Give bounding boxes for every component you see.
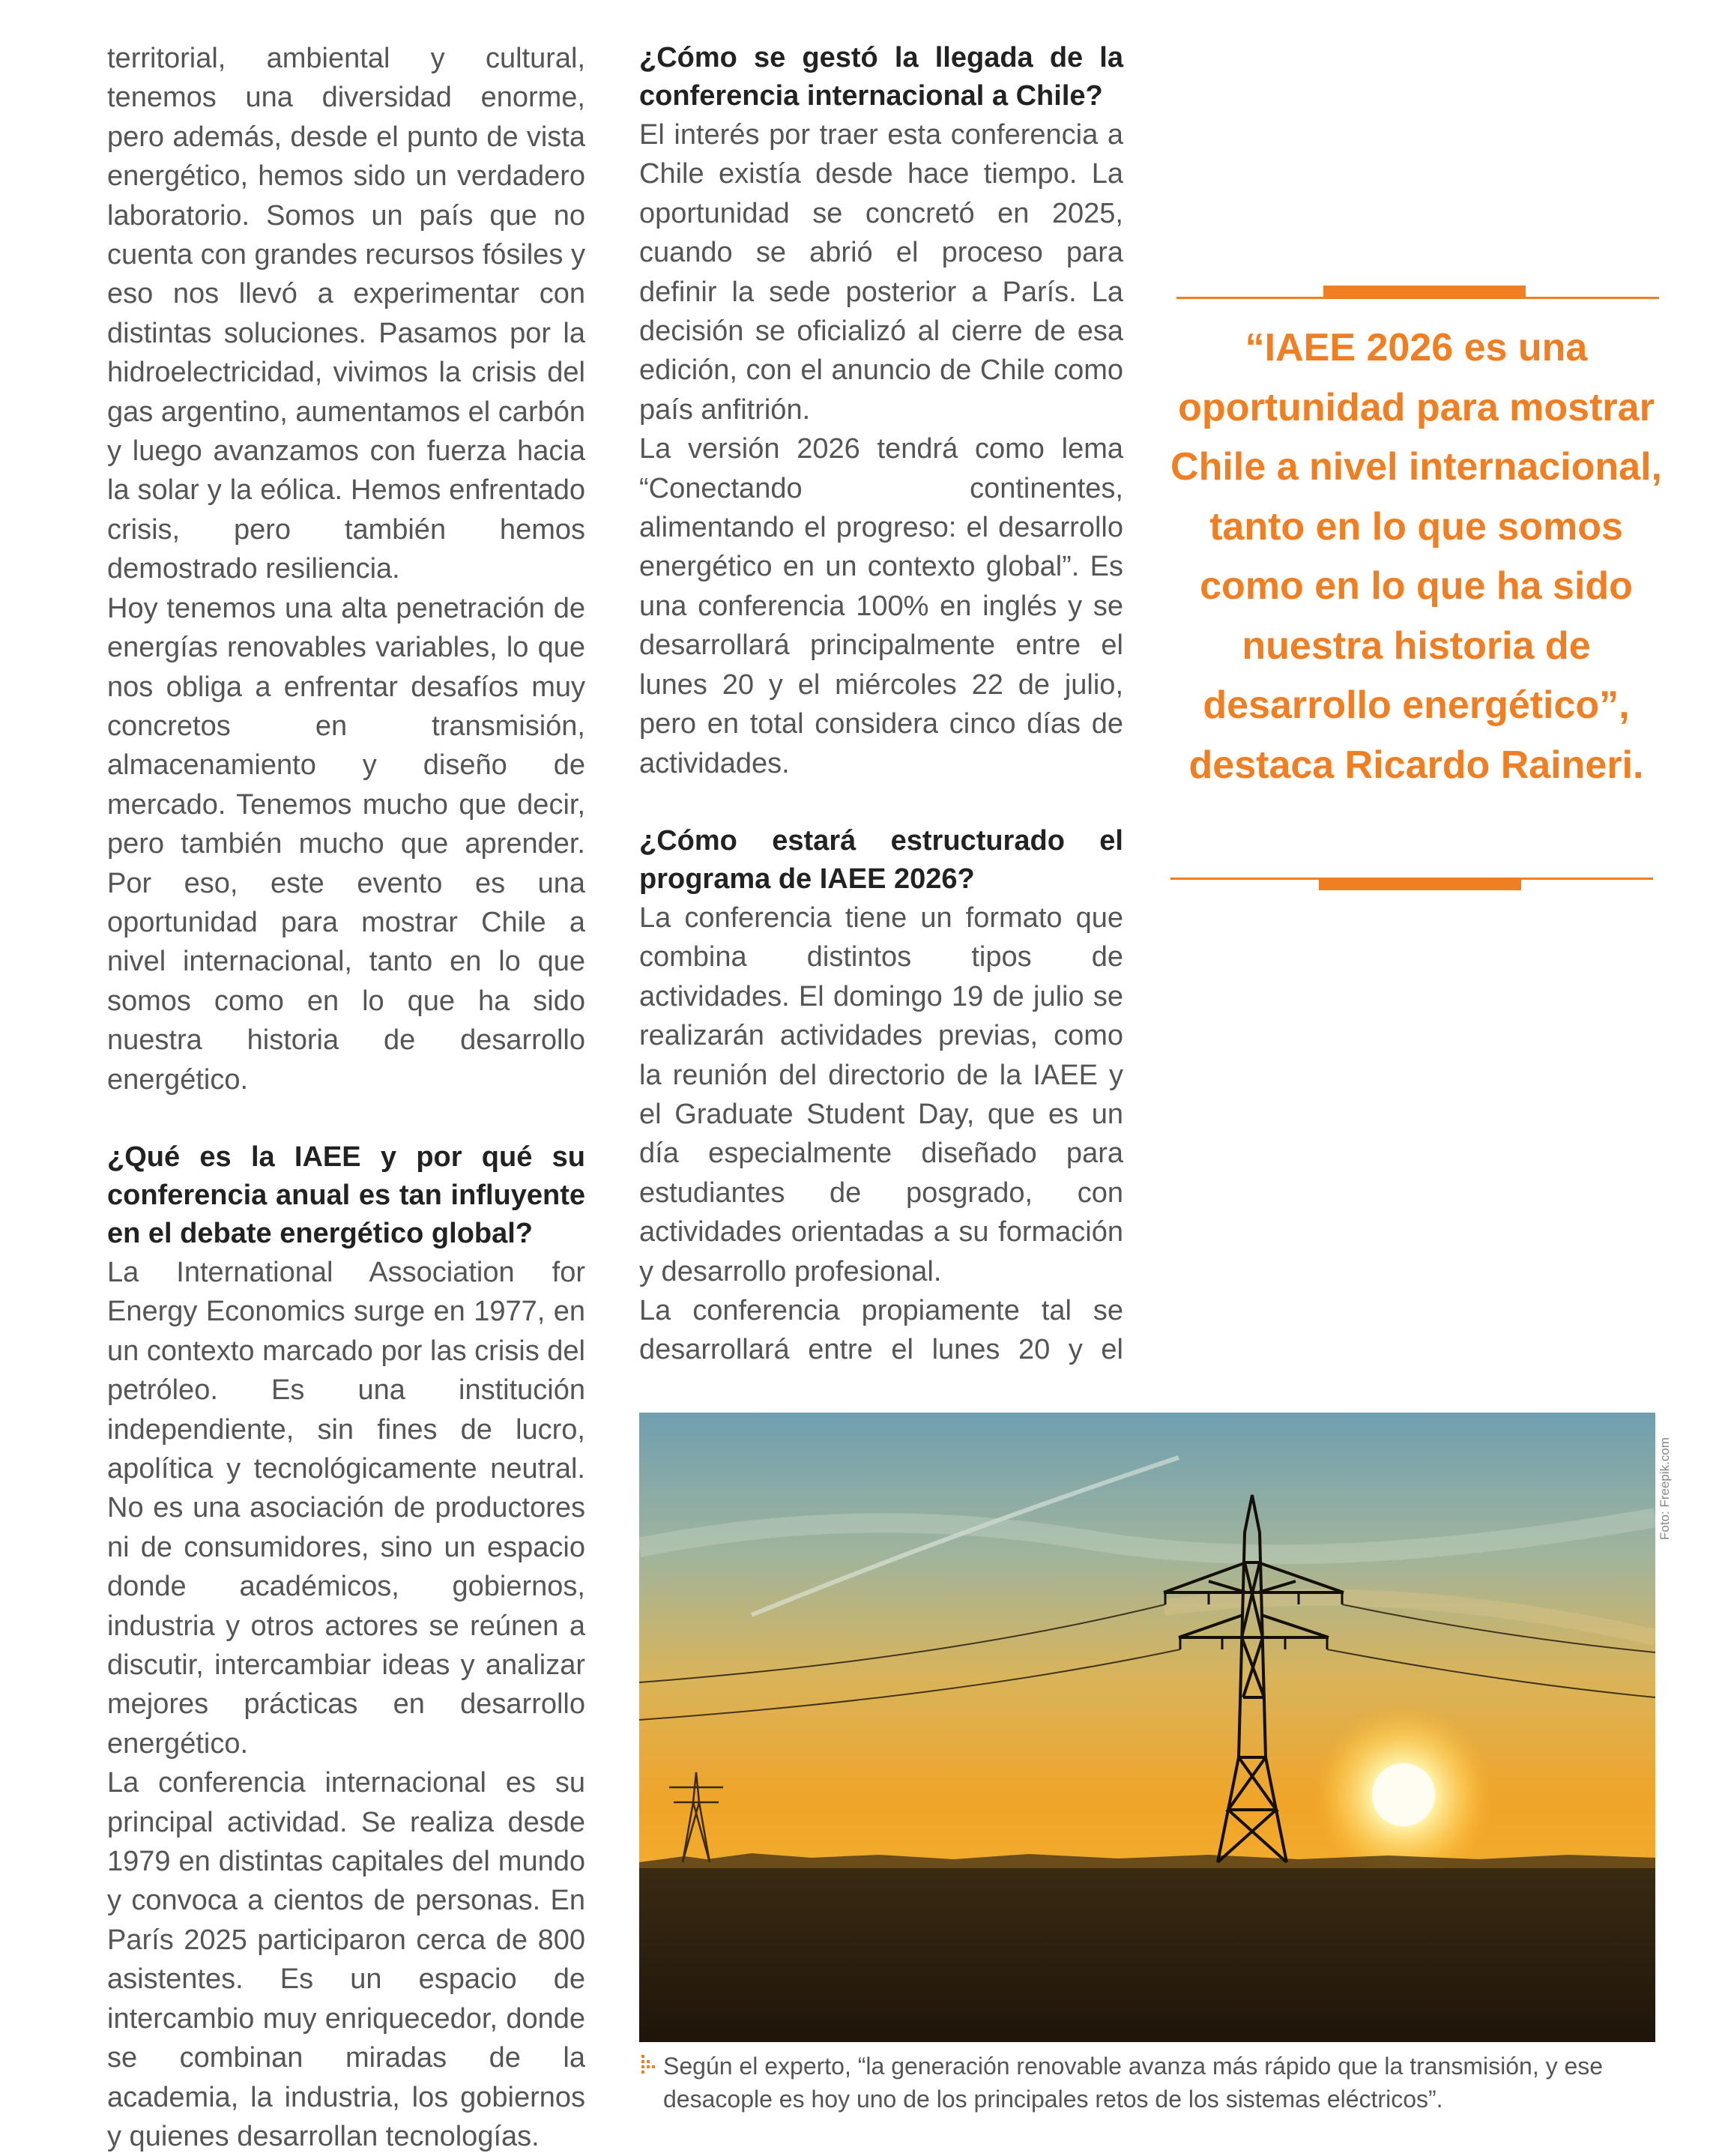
- intro-paragraph-2: Hoy tenemos una alta penetración de energías renovables variables, lo que nos obliga a enfrentar desafíos muy concretos en transmisión, almacenamiento y diseño de mercado. Tenemos mucho que decir, pero también mucho que aprender. Por eso, este evento es una oportunidad para mostrar Chile a nivel internacional, tanto en lo que somos como en lo que ha sido nuestra historia de desarrollo energético.: [107, 592, 585, 1096]
- heading-program: ¿Cómo estará estructurado el programa de IAEE 2026?: [639, 824, 1123, 895]
- middle-column: [639, 39, 1123, 1370]
- program-paragraph-1: La conferencia tiene un formato que combina distintos tipos de actividades. El domingo 19 de julio se realizarán actividades previas, como la reunión del directorio de la IAEE y el Graduate Student Day, que es un día especialmente diseñado para estudiantes de posgrado, con actividades orientadas a su formación y desarrollo profesional.: [639, 902, 1123, 1287]
- heading-chile: ¿Cómo se gestó la llegada de la conferencia internacional a Chile?: [639, 42, 1123, 112]
- chile-paragraph-1: El interés por traer esta conferencia a Chile existía desde hace tiempo. La oportunidad se concretó en 2025, cuando se abrió el proceso para definir la sede posterior a París. La decisión se oficializó al cierre de esa edición, con el anuncio de Chile como país anfitrión.: [639, 119, 1123, 426]
- photo-caption: Según el experto, “la generación renovable avanza más rápido que la transmisión, y ese desacople es hoy uno de los principales retos de los sistemas eléctricos”.: [663, 2053, 1604, 2113]
- pull-quote-top-tab: [1323, 286, 1526, 298]
- sunset-power-tower-photo: [639, 1413, 1655, 2042]
- program-paragraph-2: La conferencia propiamente tal se desarrollará entre el lunes 20 y el: [639, 1294, 1123, 1366]
- iaee-paragraph-2: La conferencia internacional es su principal actividad. Se realiza desde 1979 en distintas capitales del mundo y convoca a cientos de personas. En París 2025 participaron cerca de 800 asistentes. Es un espacio de intercambio muy enriquecedor, donde se combinan miradas de la academia, la industria, los gobiernos y quienes desarrollan tecnologías.: [107, 1767, 585, 2152]
- iaee-paragraph-1: La International Association for Energy Economics surge en 1977, en un contexto marcado por las crisis del petróleo. Es una institución independiente, sin fines de lucro, apolítica y tecnológicamente neutral. No es una asociación de productores ni de consumidores, sino un espacio donde académicos, gobiernos, industria y otros actores se reúnen a discutir, intercambiar ideas y analizar mejores prácticas en desarrollo energético.: [107, 1256, 585, 1760]
- chile-paragraph-2: La versión 2026 tendrá como lema “Conectando continentes, alimentando el progreso: el desarrollo energético en un contexto global”. Es una conferencia 100% en inglés y se desarrollará principalmente entre el lunes 20 y el miércoles 22 de julio, pero en total considera cinco días de actividades.: [639, 433, 1123, 779]
- intro-paragraph-1: territorial, ambiental y cultural, tenemos una diversidad enorme, pero además, desde el punto de vista energético, hemos sido un verdadero laboratorio. Somos un país que no cuenta con grandes recursos fósiles y eso nos llevó a experimentar con distintas soluciones. Pasamos por la hidroelectricidad, vivimos la crisis del gas argentino, aumentamos el carbón y luego avanzamos con fuerza hacia la solar y la eólica. Hemos enfrentado crisis, pero también hemos demostrado resiliencia.: [107, 43, 585, 585]
- caption-marker-icon: [641, 2055, 655, 2077]
- left-column: [107, 39, 585, 2156]
- pull-quote: “IAEE 2026 es una oportunidad para mostrar Chile a nivel internacional, tanto en lo que somos como en lo que ha sido nuestra historia de desarrollo energético”, destaca Ricardo Raineri.: [1170, 326, 1662, 787]
- pull-quote-bottom-tab: [1319, 878, 1521, 890]
- heading-iaee: ¿Qué es la IAEE y por qué su conferencia anual es tan influyente en el debate energético global?: [107, 1141, 585, 1249]
- photo-credit: Foto: Freepik.com: [1658, 1437, 1672, 1540]
